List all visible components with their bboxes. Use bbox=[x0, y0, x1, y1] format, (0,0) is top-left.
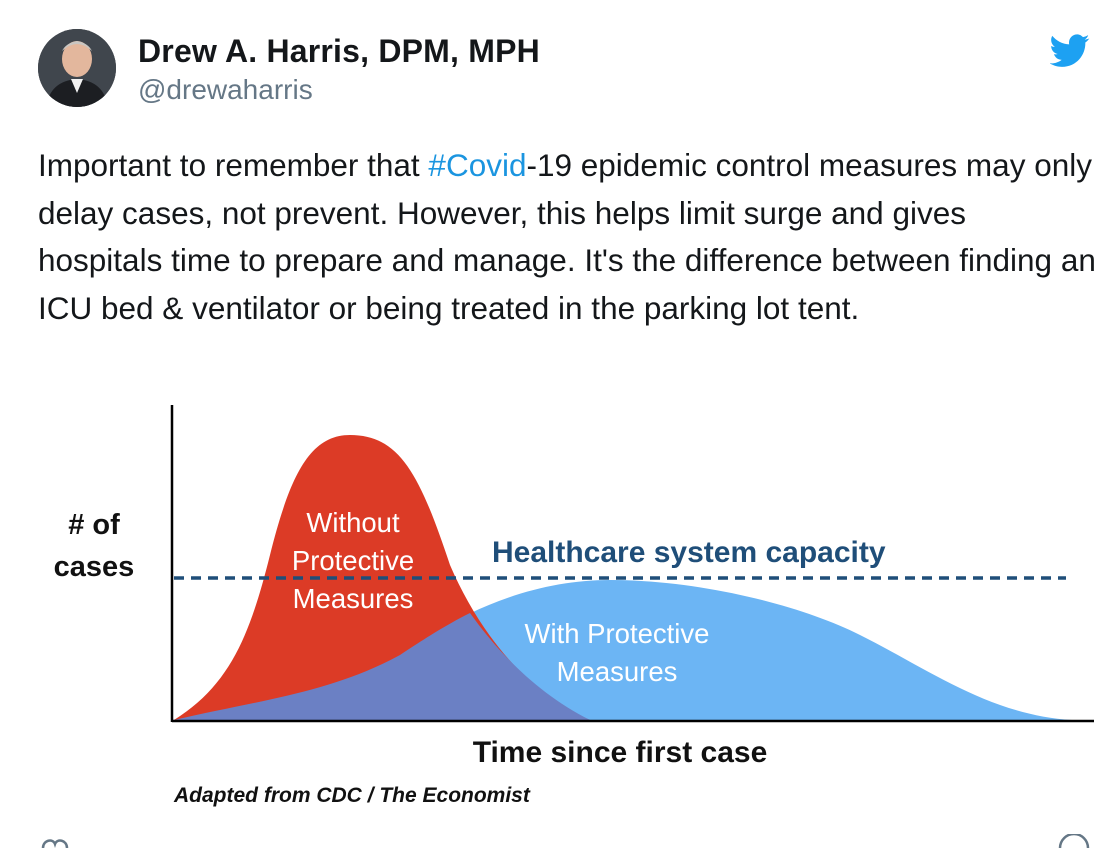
twitter-bird-icon[interactable] bbox=[1050, 34, 1090, 68]
y-axis-label-line-2: cases bbox=[53, 551, 135, 583]
y-axis-label-line-1: # of bbox=[68, 509, 120, 541]
series-with-label-line-1: With Protective bbox=[524, 618, 710, 649]
y-axis-label-text bbox=[54, 509, 135, 583]
hashtag-link[interactable]: #Covid bbox=[428, 147, 527, 183]
chart-source: Adapted from CDC / The Economist bbox=[174, 784, 530, 807]
series-without-label-line-2: Protective bbox=[291, 545, 415, 576]
tweet-text-end: -19 epidemic control measures may only delay cases, not prevent. However, this helps limit surge and gives hospitals time to prepare and manage. It's the difference between finding an ICU bed & ventilator or being treated in the parking lot tent. bbox=[38, 147, 1096, 326]
avatar[interactable] bbox=[38, 29, 116, 107]
series-with-label-line-2: Measures bbox=[556, 656, 678, 687]
tweet-text bbox=[38, 142, 1098, 332]
series-without-label-line-3: Measures bbox=[292, 583, 414, 614]
series-without-label bbox=[292, 507, 414, 614]
series-without-label-line-1: Without bbox=[306, 507, 400, 538]
tweet-text-start: Important to remember that bbox=[38, 147, 429, 183]
author-name[interactable]: Drew A. Harris, DPM, MPH bbox=[138, 33, 540, 69]
flatten-curve-chart bbox=[0, 395, 1104, 815]
author-handle[interactable]: @drewaharris bbox=[138, 74, 313, 105]
capacity-label: Healthcare system capacity bbox=[492, 536, 886, 569]
x-axis-label: Time since first case bbox=[472, 736, 768, 769]
